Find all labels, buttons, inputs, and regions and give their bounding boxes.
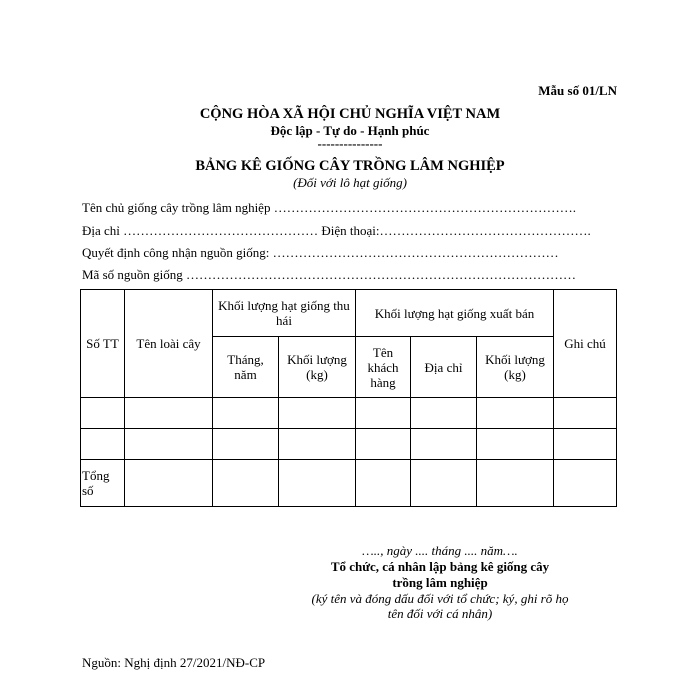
header-harvest-month: Tháng, năm [213,337,279,398]
table-row [81,429,617,460]
header-harvest-group: Khối lượng hạt giống thu hái [213,290,356,337]
motto: Độc lập - Tự do - Hạnh phúc [270,123,430,138]
table-row [81,398,617,429]
document-title: BẢNG KÊ GIỐNG CÂY TRỒNG LÂM NGHIỆP [195,158,505,174]
total-row [81,460,617,507]
header-sale-weight: Khối lượng (kg) [477,337,554,398]
field-owner: Tên chủ giống cây trồng lâm nghiệp ……………………………………………………………. [82,200,576,215]
signature-title: Tổ chức, cá nhân lập bảng kê giống cây trồng lâm nghiệp [330,559,550,590]
field-decision: Quyết định công nhận nguồn giống: ………………………………………………………… [82,245,559,260]
seed-table [80,289,617,507]
header-customer-address: Địa chỉ [411,337,477,398]
header-sale-group: Khối lượng hạt giống xuất bán [356,290,554,337]
signature-note: (ký tên và đóng dấu đối với tổ chức; ký, ghi rõ họ tên đối với cá nhân) [311,591,569,621]
form-code: Mẫu số 01/LN [538,83,617,98]
field-source-code: Mã số nguồn giống ……………………………………………………………………………… [82,267,576,282]
total-label: Tổng số [81,460,125,507]
signature-date: ….., ngày .... tháng .... năm…. [362,543,518,558]
header-customer: Tên khách hàng [356,337,411,398]
header-separator: --------------- [317,136,383,151]
header-stt: Số TT [81,290,125,398]
header-harvest-weight: Khối lượng (kg) [279,337,356,398]
header-note: Ghi chú [554,290,617,398]
nation-header: CỘNG HÒA XÃ HỘI CHỦ NGHĨA VIỆT NAM [199,106,501,122]
source-note: Nguồn: Nghị định 27/2021/NĐ-CP [82,655,266,670]
header-species: Tên loài cây [125,290,213,398]
document-subtitle: (Đối với lô hạt giống) [293,175,407,190]
field-address-phone: Địa chỉ ……………………………………… Điện thoại:…………………………………………. [82,223,591,238]
